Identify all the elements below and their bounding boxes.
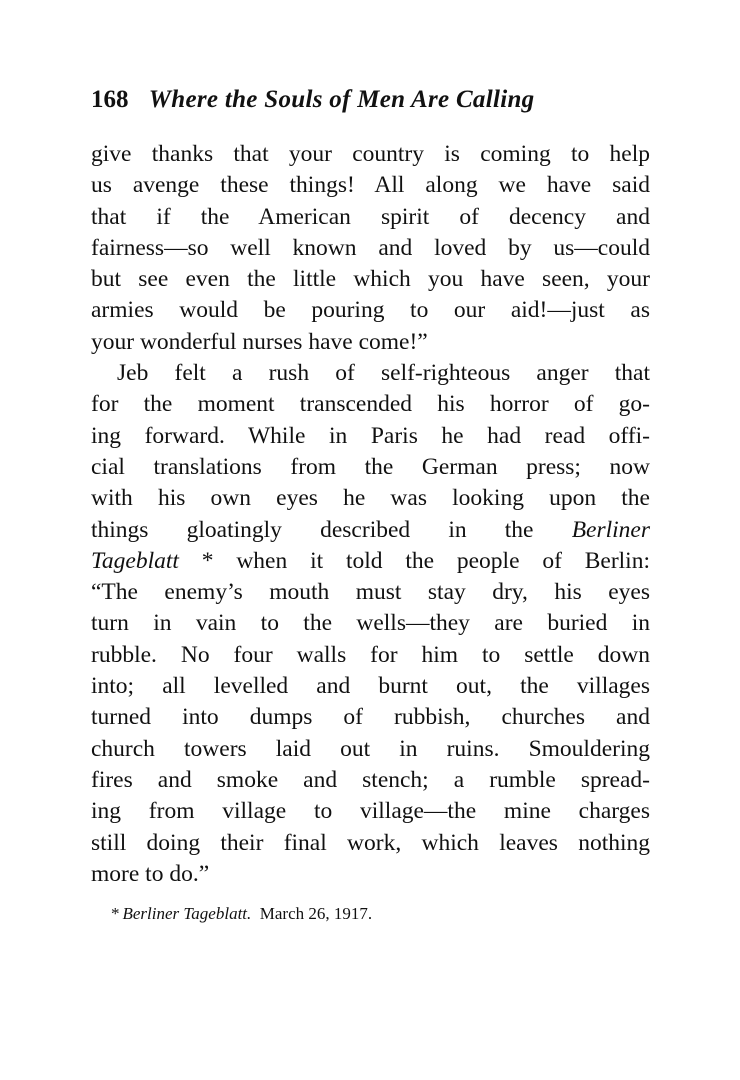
body-text xyxy=(91,139,650,890)
text-line: fires and smoke and stench; a rumble spread- xyxy=(91,766,650,793)
footnote-date: March 26, 1917. xyxy=(259,904,373,923)
text-line: armies would be pouring to our aid!—just as xyxy=(91,297,650,324)
text-line: turn in vain to the wells—they are buried in xyxy=(91,610,650,637)
text-line: more to do.” xyxy=(91,860,210,887)
text-line: that if the American spirit of decency and xyxy=(91,203,650,230)
running-header xyxy=(91,86,651,114)
text-line: with his own eyes he was looking upon the xyxy=(91,485,650,512)
text-line: into; all levelled and burnt out, the villages xyxy=(91,673,650,700)
footnote xyxy=(111,904,372,924)
text-line: turned into dumps of rubbish, churches and xyxy=(91,704,650,731)
text-line: church towers laid out in ruins. Smouldering xyxy=(91,735,650,762)
text-segment: things gloatingly described in the xyxy=(91,516,534,543)
text-line: ing forward. While in Paris he had read offi- xyxy=(91,422,650,449)
text-line: your wonderful nurses have come!” xyxy=(91,328,428,355)
running-title: Where the Souls of Men Are Calling xyxy=(148,86,535,113)
page-number: 168 xyxy=(91,86,129,113)
footnote-marker: * xyxy=(111,904,120,923)
footnote-source: Berliner Tageblatt. xyxy=(122,904,252,923)
text-line: “The enemy’s mouth must stay dry, his eyes xyxy=(91,579,650,606)
text-line xyxy=(91,546,650,577)
text-line: still doing their final work, which leaves nothing xyxy=(91,829,650,856)
italic-title: Berliner xyxy=(571,516,651,543)
text-segment: * when it told the people of Berlin: xyxy=(201,547,650,574)
text-line: rubble. No four walls for him to settle down xyxy=(91,641,650,668)
text-line: us avenge these things! All along we have said xyxy=(91,172,650,199)
italic-title: Tageblatt xyxy=(91,547,179,574)
text-line: cial translations from the German press; now xyxy=(91,453,650,480)
text-line: fairness—so well known and loved by us—could xyxy=(91,234,650,261)
text-line: for the moment transcended his horror of go- xyxy=(91,391,650,418)
text-line: give thanks that your country is coming to help xyxy=(91,141,650,167)
text-line xyxy=(91,515,650,546)
text-line: ing from village to village—the mine charges xyxy=(91,798,650,825)
text-line: but see even the little which you have seen, your xyxy=(91,266,650,293)
paragraph-start-line: Jeb felt a rush of self-righteous anger that xyxy=(117,360,650,387)
